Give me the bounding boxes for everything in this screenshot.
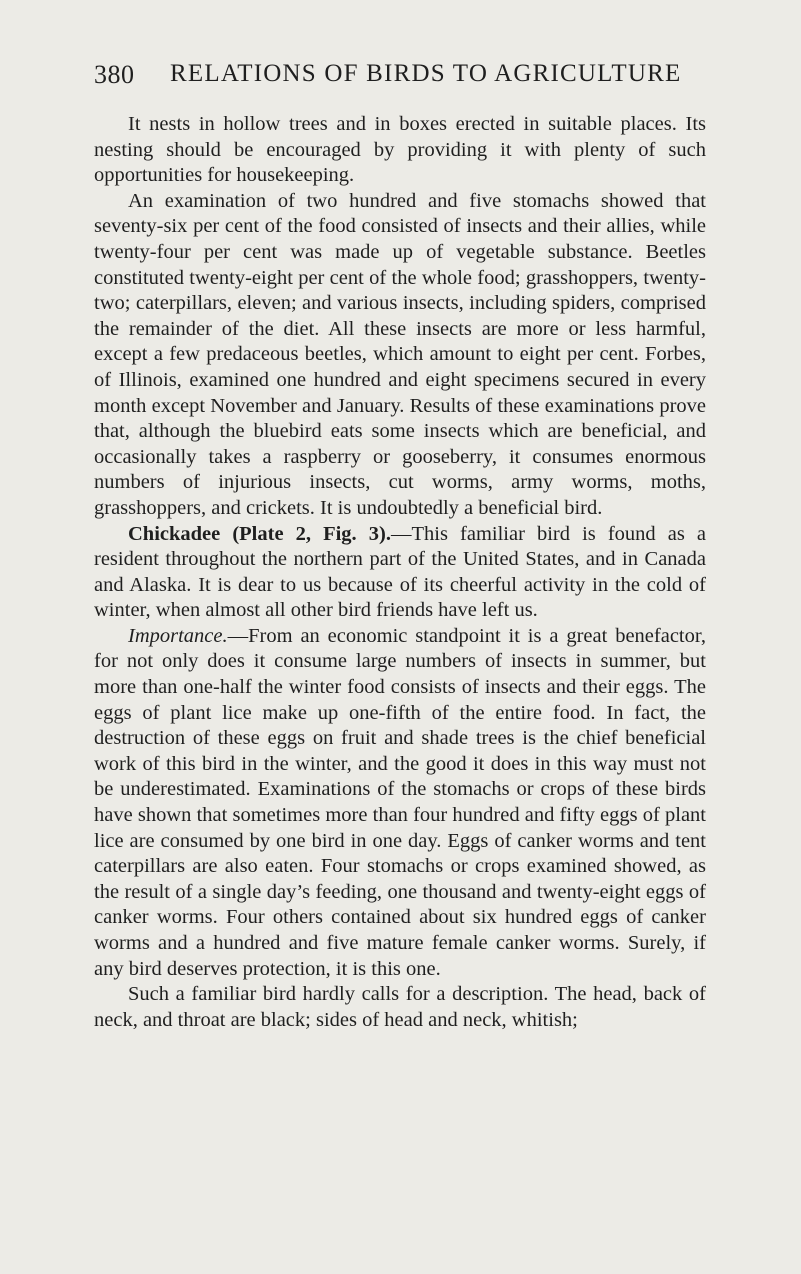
paragraph-stomach-examination [94,189,706,522]
paragraph-text: Such a familiar bird hardly calls for a description. The head, back of neck, and throat are black; sides of head and neck, whitish; [94,983,706,1031]
paragraph-text: An examination of two hundred and five stomachs showed that seventy-six per cent of the food consisted of insects and their allies, while twenty-four per cent was made up of vegetable substance. Beetles constituted twenty-eight per cent of the whole food; grasshoppers, twenty-two; caterpillars, eleven; and various insects, including spiders, comprised the remainder of the diet. All these insects are more or less harmful, except a few predaceous beetles, which amount to eight per cent. Forbes, of Illinois, examined one hundred and eight specimens secured in every month except November and January. Results of these examinations prove that, although the bluebird eats some insects which are beneficial, and occasionally takes a raspberry or gooseberry, it consumes enormous numbers of injurious insects, cut worms, army worms, moths, grasshoppers, and crickets. It is undoubtedly a beneficial bird. [94,189,706,519]
section-heading-chickadee: Chickadee (Plate 2, Fig. 3). [128,522,391,545]
body-text [94,112,706,1033]
paragraph-text: —This familiar bird is found as a resident throughout the northern part of the United States, and in Canada and Alaska. It is dear to us because of its cheerful activity in the cold of winter, when almost all other bird friends have left us. [94,522,707,622]
paragraph-chickadee [94,522,706,624]
paragraph-description [94,982,706,1033]
running-title: RELATIONS OF BIRDS TO AGRICULTURE [170,60,682,87]
paragraph-nesting [94,112,706,189]
page-number: 380 [94,60,135,89]
paragraph-text: It nests in hollow trees and in boxes erected in suitable places. Its nesting should be encouraged by providing it with plenty of such opportunities for housekeeping. [94,113,706,187]
paragraph-importance [94,624,706,982]
paragraph-text: —From an economic standpoint it is a great benefactor, for not only does it consume large numbers of insects in summer, but more than one-half the winter food consists of insects and their eggs. The eggs of plant lice make up one-fifth of the entire food. In fact, the destruction of these eggs on fruit and shade trees is the chief beneficial work of this bird in the winter, and the good it does in this way must not be underestimated. Examinations of the stomachs or crops of these birds have shown that sometimes more than four hundred and fifty eggs of plant lice are consumed by one bird in one day. Eggs of canker worms and tent caterpillars are also eaten. Four stomachs or crops examined showed, as the result of a single day’s feeding, one thousand and twenty-eight eggs of canker worms. Four others contained about six hundred eggs of canker worms and a hundred and five mature female canker worms. Surely, if any bird deserves protection, it is this one. [94,624,706,980]
section-heading-importance: Importance. [128,624,228,647]
page-header [94,60,714,100]
